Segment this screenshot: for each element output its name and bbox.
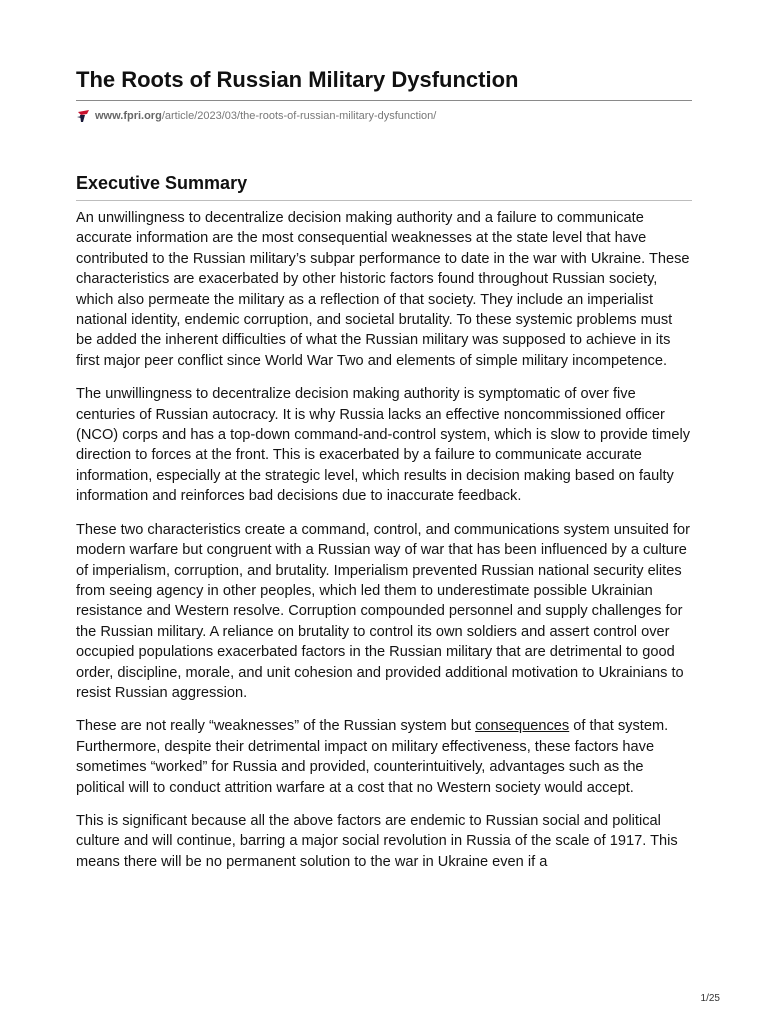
section-divider bbox=[76, 200, 692, 201]
source-line bbox=[76, 108, 692, 124]
source-domain: www.fpri.org bbox=[95, 110, 162, 122]
paragraph-4-text-end: of that system. Furthermore, despite their detrimental impact on military effectiveness, these factors have sometimes “worked” for Russia and provided, counterintuitively, advantages such as the political will to conduct attrition warfare at a cost that no Western society would accept. bbox=[76, 718, 669, 796]
fpri-logo-icon bbox=[76, 109, 90, 123]
paragraph-1: An unwillingness to decentralize decision making authority and a failure to communicate accurate information are the most consequential weaknesses at the state level that have contributed to the Russian military’s subpar performance to date in the war with Ukraine. These characteristics are exacerbated by other historic factors found throughout Russian society, which also permeate the military as a reflection of that society. They include an imperialist national identity, endemic corruption, and societal brutality. To these systemic problems must be added the inherent difficulties of what the Russian military was supposed to achieve in its first major peer conflict since World War Two and elements of simple military incompetence. bbox=[76, 210, 690, 369]
source-path: /article/2023/03/the-roots-of-russian-military-dysfunction/ bbox=[161, 110, 437, 122]
consequences-link[interactable]: consequences bbox=[475, 718, 570, 735]
title-divider bbox=[76, 100, 692, 101]
source-url-link[interactable] bbox=[95, 110, 436, 122]
paragraph-3: These two characteristics create a command, control, and communications system unsuited for modern warfare but congruent with a Russian way of war that has been influenced by a culture of imperialism, corruption, and brutality. Imperialism prevented Russian national security elites from seeing agency in other peoples, which led them to underestimate possible Ukrainian resistance and Western resolve. Corruption compounded personnel and supply challenges for the Russian military. A reliance on brutality to control its own soldiers and assert control over occupied populations exacerbated factors in the Russian military that are detrimental to good order, discipline, morale, and unit cohesion and provided additional motivation to Ukrainians to resist Russian aggression. bbox=[76, 521, 691, 701]
paragraph-4-text-start: These are not really “weaknesses” of the Russian system but bbox=[76, 718, 476, 735]
page-title: The Roots of Russian Military Dysfunction bbox=[76, 67, 519, 92]
article-body bbox=[76, 208, 692, 872]
document-page bbox=[76, 66, 692, 885]
page-number: 1/25 bbox=[700, 993, 720, 1004]
paragraph-4 bbox=[76, 716, 692, 798]
paragraph-2: The unwillingness to decentralize decision making authority is symptomatic of over five centuries of Russian autocracy. It is why Russia lacks an effective noncommissioned officer (NCO) corps and has a top-down command-and-control system, which is slow to provide timely direction to forces at the front. This is exacerbated by a failure to communicate accurate information, especially at the strategic level, which results in decision making based on faulty information and reinforces bad decisions due to inaccurate feedback. bbox=[76, 386, 690, 505]
section-heading: Executive Summary bbox=[76, 173, 248, 193]
paragraph-5: This is significant because all the above factors are endemic to Russian social and political culture and will continue, barring a major social revolution in Russia of the scale of 1917. This means there will be no permanent solution to the war in Ukraine even if a bbox=[76, 812, 678, 870]
